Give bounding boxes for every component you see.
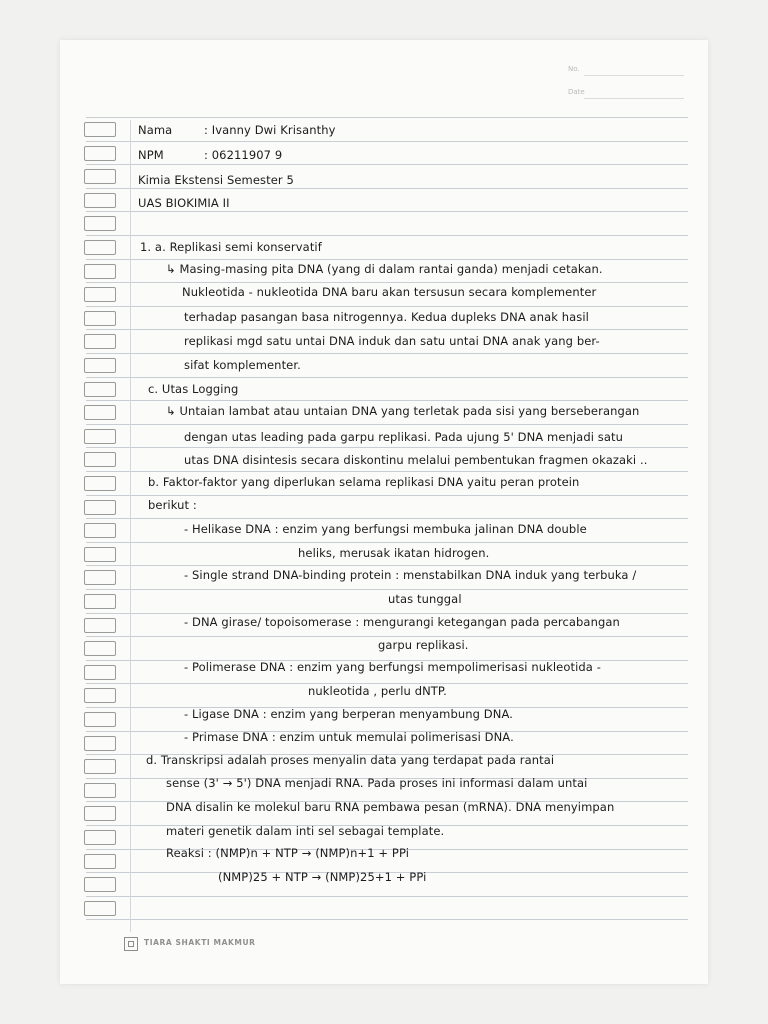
date-label: Date <box>568 88 585 96</box>
margin-box <box>84 405 116 420</box>
ruled-line <box>86 613 688 614</box>
handwritten-line: ↳ Masing-masing pita DNA (yang di dalam rantai ganda) menjadi cetakan. <box>166 262 603 276</box>
handwritten-line: - DNA girase/ topoisomerase : mengurangi ketegangan pada percabangan <box>184 615 620 629</box>
ruled-line <box>86 164 688 165</box>
ruled-line <box>86 329 688 330</box>
handwritten-line: berikut : <box>148 498 197 512</box>
margin-box <box>84 264 116 279</box>
ruled-line <box>86 353 688 354</box>
margin-box <box>84 641 116 656</box>
handwritten-line: sifat komplementer. <box>184 358 301 372</box>
no-line <box>584 75 684 76</box>
no-label: No. <box>568 65 580 73</box>
handwritten-line: utas tunggal <box>388 592 462 606</box>
margin-box <box>84 169 116 184</box>
ruled-line <box>86 471 688 472</box>
handwritten-line: utas DNA disintesis secara diskontinu melalui pembentukan fragmen okazaki .. <box>184 453 648 467</box>
margin-box <box>84 594 116 609</box>
date-line <box>584 98 684 99</box>
handwritten-line: c. Utas Logging <box>148 382 239 396</box>
handwritten-line: 1. a. Replikasi semi konservatif <box>140 240 322 254</box>
margin-box <box>84 358 116 373</box>
ruled-line <box>86 259 688 260</box>
handwritten-line: - Primase DNA : enzim untuk memulai polimerisasi DNA. <box>184 730 514 744</box>
ruled-line <box>86 495 688 496</box>
handwritten-line: nukleotida , perlu dNTP. <box>308 684 447 698</box>
handwritten-line: materi genetik dalam inti sel sebagai template. <box>166 824 445 838</box>
margin-box <box>84 452 116 467</box>
margin-box <box>84 759 116 774</box>
ruled-line <box>86 235 688 236</box>
margin-box <box>84 547 116 562</box>
handwritten-line: ↳ Untaian lambat atau untaian DNA yang terletak pada sisi yang berseberangan <box>166 404 640 418</box>
handwritten-line: d. Transkripsi adalah proses menyalin data yang terdapat pada rantai <box>146 753 555 767</box>
margin-box <box>84 901 116 916</box>
ruled-line <box>86 377 688 378</box>
margin-box <box>84 618 116 633</box>
margin-box <box>84 736 116 751</box>
margin-box <box>84 806 116 821</box>
handwritten-line: terhadap pasangan basa nitrogennya. Kedua dupleks DNA anak hasil <box>184 310 589 324</box>
handwritten-line: Nukleotida - nukleotida DNA baru akan tersusun secara komplementer <box>182 285 597 299</box>
margin-line <box>130 120 131 932</box>
ruled-line <box>86 117 688 118</box>
margin-box <box>84 500 116 515</box>
npm-value: : 06211907 9 <box>204 148 283 162</box>
margin-box <box>84 854 116 869</box>
margin-box <box>84 712 116 727</box>
ruled-line <box>86 188 688 189</box>
margin-box <box>84 830 116 845</box>
margin-box <box>84 783 116 798</box>
margin-box <box>84 523 116 538</box>
ruled-line <box>86 306 688 307</box>
handwritten-line: - Ligase DNA : enzim yang berperan menyambung DNA. <box>184 707 513 721</box>
handwritten-line: - Helikase DNA : enzim yang berfungsi membuka jalinan DNA double <box>184 522 587 536</box>
notebook-page <box>60 40 708 984</box>
handwritten-line: Reaksi : (NMP)n + NTP → (NMP)n+1 + PPi <box>166 846 410 860</box>
npm-label: NPM <box>138 148 164 162</box>
margin-box <box>84 287 116 302</box>
margin-box <box>84 429 116 444</box>
ruled-line <box>86 896 688 897</box>
handwritten-line: garpu replikasi. <box>378 638 469 652</box>
handwritten-line: - Single strand DNA-binding protein : menstabilkan DNA induk yang terbuka / <box>184 568 637 582</box>
margin-box <box>84 240 116 255</box>
margin-box <box>84 877 116 892</box>
ruled-line <box>86 565 688 566</box>
margin-box <box>84 570 116 585</box>
handwritten-line: replikasi mgd satu untai DNA induk dan satu untai DNA anak yang ber- <box>184 334 600 348</box>
exam-title: UAS BIOKIMIA II <box>138 196 230 210</box>
ruled-line <box>86 542 688 543</box>
ruled-line <box>86 282 688 283</box>
handwritten-line: (NMP)25 + NTP → (NMP)25+1 + PPi <box>218 870 427 884</box>
margin-box <box>84 122 116 137</box>
margin-box <box>84 334 116 349</box>
margin-box <box>84 146 116 161</box>
ruled-line <box>86 211 688 212</box>
handwritten-line: - Polimerase DNA : enzim yang berfungsi mempolimerisasi nukleotida - <box>184 660 601 674</box>
nama-label: Nama <box>138 123 173 137</box>
margin-box <box>84 216 116 231</box>
margin-box <box>84 193 116 208</box>
margin-box <box>84 382 116 397</box>
nama-value: : Ivanny Dwi Krisanthy <box>204 123 336 137</box>
handwritten-line: b. Faktor-faktor yang diperlukan selama replikasi DNA yaitu peran protein <box>148 475 580 489</box>
margin-box <box>84 311 116 326</box>
ruled-line <box>86 919 688 920</box>
ruled-line <box>86 141 688 142</box>
program-line: Kimia Ekstensi Semester 5 <box>138 173 294 187</box>
ruled-line <box>86 589 688 590</box>
margin-box <box>84 665 116 680</box>
handwritten-line: sense (3' → 5') DNA menjadi RNA. Pada proses ini informasi dalam untai <box>166 776 588 790</box>
ruled-line <box>86 400 688 401</box>
brand-logo-icon <box>124 937 138 951</box>
ruled-line <box>86 424 688 425</box>
handwritten-line: dengan utas leading pada garpu replikasi. Pada ujung 5' DNA menjadi satu <box>184 430 624 444</box>
ruled-line <box>86 518 688 519</box>
margin-box <box>84 476 116 491</box>
handwritten-line: DNA disalin ke molekul baru RNA pembawa pesan (mRNA). DNA menyimpan <box>166 800 615 814</box>
brand-footer: TIARA SHAKTI MAKMUR <box>144 938 256 947</box>
margin-box <box>84 688 116 703</box>
ruled-line <box>86 636 688 637</box>
ruled-line <box>86 447 688 448</box>
handwritten-line: heliks, merusak ikatan hidrogen. <box>298 546 490 560</box>
